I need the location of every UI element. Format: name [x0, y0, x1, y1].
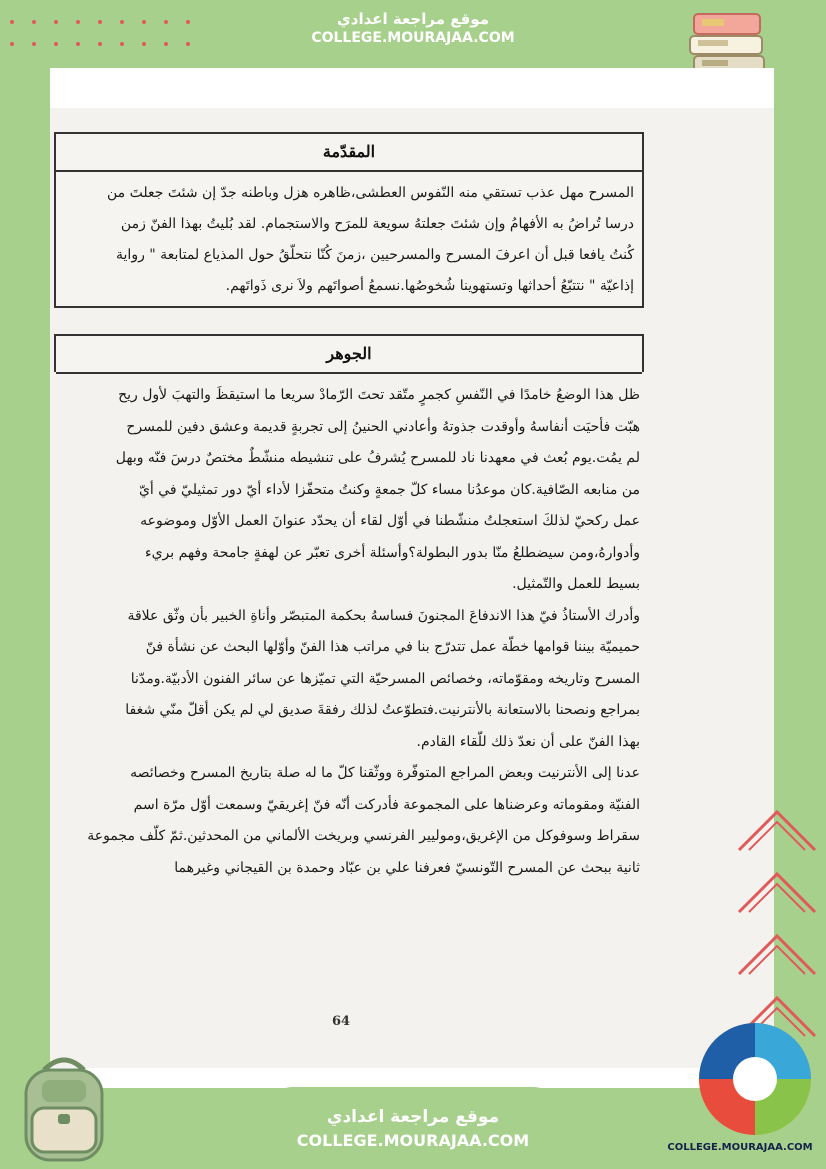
- core-line: وأدرك الأستاذُ فيّ هذا الاندفاعَ المجنونَ فساسهُ بحكمة المتبصّر وأناةِ الخبير بأن وثّق علاقة: [127, 607, 640, 624]
- intro-line: المسرح مهل عذب تستقي منه النّفوس العطشى،ظاهره هزل وباطنه جدّ إن شئتَ جعلتَ من: [107, 185, 634, 201]
- header-banner: [283, 0, 543, 58]
- core-section-header: [54, 334, 644, 372]
- core-line: بسيط للعمل والتّمثيل.: [512, 576, 640, 592]
- core-line: هبّت فأحيَت أنفاسهُ وأوقدت جذوتهُ وأعادني الحنينُ إلى تجربةٍ قديمة وعشق دفين للمسرح: [126, 418, 640, 435]
- intro-section: [54, 132, 644, 308]
- intro-line: إذاعيّة " نتتبّعُ أحداثها وتستهوينا شُخوصُها.نسمعُ أصواتَهم ولاَ نرى ذَواتَهم.: [225, 278, 634, 294]
- core-line: ثانية ببحث عن المسرح التّونسيّ فعرفنا علي بن عبّاد وحمدة بن القيجاني وغيرهما: [174, 859, 640, 876]
- intro-title: المقدّمة: [56, 134, 642, 172]
- core-line: المسرح وتاريخه ومقوّماته، وخصائص المسرحيّة التي تميّزها عن سائر الفنون الأدبيّة.ومدّنا: [130, 670, 640, 687]
- core-title: الجوهر: [56, 336, 642, 374]
- decorative-dots: [10, 20, 210, 60]
- logo-url[interactable]: COLLEGE.MOURAJAA.COM: [667, 1142, 813, 1153]
- core-body: [50, 380, 640, 884]
- core-line: سقراط وسوفوكل من الإغريق،وموليير الفرنسي وبريخت الألماني من المحدثين.ثمّ كلّف مجموعة: [87, 828, 640, 844]
- intro-line: كُنتُ يافعا قبل أن اعرفَ المسرح والمسرحيين ،زمنَ كُنّا نتحلّقُ حول المذياع لمتابعة " رواية: [116, 247, 634, 263]
- core-line: حميميّة بيننا قوامها خطّة عمل تتدرّج بنا في مراتب هذا الفنّ وأوّلها البحث عن نشأة فنّ: [145, 639, 640, 655]
- header-site-name: موقع مراجعة اعدادي: [337, 10, 489, 28]
- core-line: عمل ركحيّ لذلكَ استعجلتُ منشّطنا في أوّل لقاء أن يحدّد عنوانَ العمل الأوّل وموضوعه: [140, 513, 640, 529]
- footer-site-url[interactable]: COLLEGE.MOURAJAA.COM: [296, 1131, 530, 1150]
- core-line: بمراجع ونصحنا بالاستعانة بالأنترنيت.فتطوّعتُ لذلك رفقةَ صديق لي لم يكن أقلّ منّي شغفا: [125, 702, 640, 718]
- backpack-icon: [14, 1052, 114, 1164]
- scanned-page: [50, 108, 774, 1068]
- footer-banner: [263, 1087, 563, 1169]
- footer-site-name: موقع مراجعة اعدادي: [326, 1107, 500, 1127]
- core-line: وأدوارهُ،ومن سيضطلعُ منّا بدور البطولة؟وأسئلة أخرى تعبّر عن لهفةٍ جامحة وفهم بريء: [145, 544, 640, 561]
- core-line: من منابعه الصّافية.كان موعدُنا مساء كلّ جمعةٍ وكنتُ متحفّزا لأداء أيّ دور تمثيليّ في أيّ: [138, 481, 640, 498]
- core-line: بهذا الفنّ على أن نعدّ ذلك للّقاء القادم.: [416, 733, 640, 750]
- core-line: لم يمُت.يوم بُعث في معهدنا ناد للمسرح يُشرفُ على تنشيطه منشّطٌ مختصٌ درسَ فنّه وبهل: [115, 450, 640, 466]
- core-line: ظل هذا الوضعُ خامدًا في النّفسِ كجمرٍ متّقد تحتَ الرّمادْ سريعا ما استيقظَ والتهبَ لأول ريح: [118, 387, 640, 403]
- page-number: 64: [332, 1014, 351, 1029]
- core-line: عدنا إلى الأنترنيت وبعض المراجع المتوفّرة ووثّقنا كلّ ما له صلة بتاريخ المسرح وخصائصه: [130, 765, 640, 781]
- core-line: الفنيّة ومقوماته وعرضناها على المجموعة فأدركت أنّه فنّ إغريقيّ وسمعت أوّل مرّة اسم: [133, 796, 640, 813]
- header-site-url[interactable]: COLLEGE.MOURAJAA.COM: [311, 30, 515, 46]
- intro-line: درسا تُراضُ به الأفهامُ وإن شئتَ جعلتهُ سويعة للمرَح والاستجمام. لقد بُليتُ بهذا الفنّ زمن: [120, 216, 634, 232]
- document-page: [50, 68, 774, 1088]
- site-logo-wheel: [696, 1020, 814, 1138]
